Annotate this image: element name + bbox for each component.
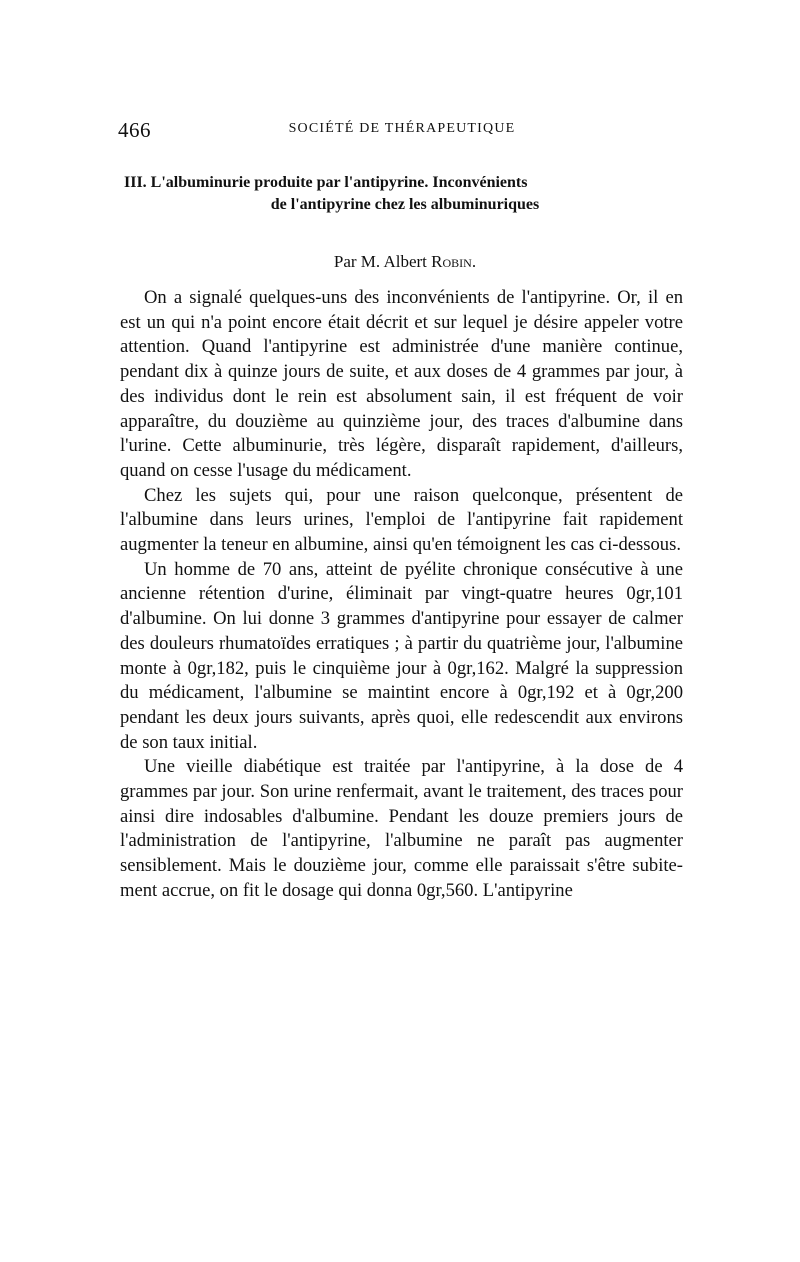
author-surname: Robin.	[431, 252, 477, 271]
article-body	[120, 286, 683, 904]
article-author	[124, 252, 686, 272]
paragraph: Un homme de 70 ans, atteint de pyélite chronique consécutive à une ancienne rétention d'urine, éliminait par vingt-quatre heures 0gr,101 d'albumine. On lui donne 3 grammes d'antipyrine pour essayer de calmer des douleurs rhumatoïdes erratiques ; à partir du quatrième jour, l'albumine monte à 0gr,182, puis le cinquième jour à 0gr,162. Malgré la suppression du médicament, l'albumine se maintint encore à 0gr,192 et à 0gr,200 pendant les deux jours suivants, après quoi, elle redescendit aux environs de son taux initial.	[120, 558, 683, 753]
page-number: 466	[118, 118, 151, 142]
page-header	[118, 118, 686, 142]
paragraph: On a signalé quelques-uns des inconvénients de l'antipyrine. Or, il en est un qui n'a point encore était décrit et sur lequel je désire appeler votre attention. Quand l'antipyrine est administrée d'une manière continue, pendant dix à quinze jours de suite, et aux doses de 4 grammes par jour, à des individus dont le rein est absolument sain, il est fréquent de voir apparaître, du douzième au quinzième jour, des traces d'albumine dans l'urine. Cette albuminurie, très légère, disparaît rapidement, d'ailleurs, quand on cesse l'usage du médicament.	[120, 287, 683, 481]
article-title-line-2: de l'antipyrine chez les albuminuriques	[270, 196, 540, 213]
paragraph: Chez les sujets qui, pour une raison quelconque, présentent de l'albumine dans leurs urines, l'emploi de l'antipyrine fait rapidement augmenter la teneur en albumine, ainsi qu'en témoignent les cas ci-dessous.	[120, 484, 683, 556]
article-title-line-1: III. L'albuminurie produite par l'antipyrine. Inconvénients	[124, 174, 528, 191]
running-title: SOCIÉTÉ DE THÉRAPEUTIQUE	[288, 121, 516, 136]
article-title	[124, 172, 686, 216]
author-prefix: Par M. Albert	[333, 252, 432, 271]
paragraph: Une vieille diabétique est traitée par l'antipyrine, à la dose de 4 grammes par jour. Son urine renfermait, avant le traitement, des traces pour ainsi dire indosables d'albumine. Pendant les douze premiers jours de l'administration de l'antipyrine, l'albumine ne paraît pas augmenter sensiblement. Mais le douzième jour, comme elle paraissait s'être subitement accrue, on fit le dosage qui donna 0gr,560. L'antipyrine	[120, 756, 683, 901]
